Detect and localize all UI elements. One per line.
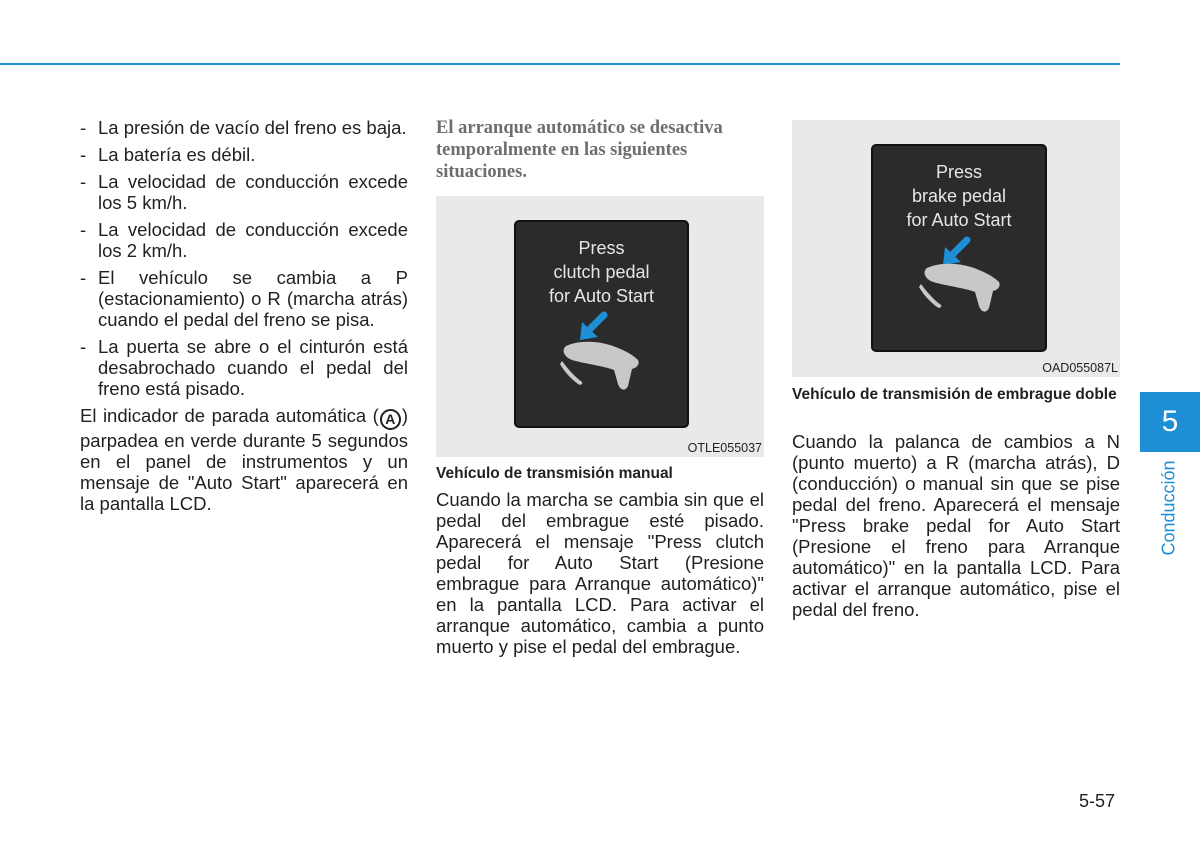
screen-line: Press <box>578 238 625 258</box>
column-2-heading-block <box>436 117 764 183</box>
list-item-text: La presión de vacío del freno es baja. <box>98 117 407 138</box>
pedal-icon <box>919 264 1000 312</box>
page-number: 5-57 <box>1079 791 1116 811</box>
arrow-icon <box>580 315 604 340</box>
chapter-title-text: Conducción <box>1158 460 1179 556</box>
figure-manual-transmission <box>436 196 764 457</box>
condition-list <box>80 117 408 399</box>
screen-line: for Auto Start <box>906 210 1012 230</box>
list-item: - La velocidad de conducción excede los 2 km/h. <box>80 219 408 261</box>
list-item-text: La puerta se abre o el cinturón está desabrochado cuando el pedal del freno está pisado. <box>98 336 408 399</box>
brake-pedal-icon <box>873 146 1045 350</box>
lcd-screen <box>514 220 689 428</box>
pedal-icon <box>560 342 639 390</box>
chapter-title <box>1154 458 1184 558</box>
list-item: - El vehículo se cambia a P (estacionamiento) o R (marcha atrás) cuando el pedal del freno se pisa. <box>80 267 408 330</box>
screen-line: Press <box>935 162 982 182</box>
figure-code: OAD055087L <box>1042 361 1118 375</box>
top-rule <box>0 63 1120 65</box>
indicator-paragraph <box>80 405 408 514</box>
arrow-icon <box>943 240 967 265</box>
list-item: - La puerta se abre o el cinturón está desabrochado cuando el pedal del freno está pisado. <box>80 336 408 399</box>
list-item-text: La velocidad de conducción excede los 2 km/h. <box>98 219 408 261</box>
list-item: - La batería es débil. <box>80 144 256 165</box>
body-paragraph: Cuando la palanca de cambios a N (punto muerto) a R (marcha atrás), D (conducción) o manual sin que se pise pedal del freno. Aparecerá el mensaje "Press brake pedal for Auto Start (Presione el freno para Arranque automático)" en la pantalla LCD. Para activar el arranque automático, pise el pedal del freno. <box>792 431 1120 620</box>
list-item-text: La batería es débil. <box>98 144 256 165</box>
indicator-text-after: ) parpadea en verde durante 5 segundos en el panel de instrumentos y un mensaje de "Auto Start" aparecerá en la pantalla LCD. <box>80 405 408 514</box>
list-item-text: La velocidad de conducción excede los 5 km/h. <box>98 171 408 213</box>
figure-caption: Vehículo de transmisión manual <box>436 465 673 482</box>
column-1 <box>80 117 408 514</box>
list-item: - La presión de vacío del freno es baja. <box>80 117 407 138</box>
clutch-pedal-icon <box>516 222 687 426</box>
figure-caption: Vehículo de transmisión de embrague doble <box>792 386 1117 403</box>
figure-code: OTLE055037 <box>687 441 762 455</box>
body-paragraph: Cuando la marcha se cambia sin que el pedal del embrague esté pisado. Aparecerá el mensaje "Press clutch pedal for Auto Start (Presione embrague para Arranque automático)" en la pantalla LCD. Para activar el arranque automático, cambia a punto muerto y pise el pedal del embrague. <box>436 489 764 657</box>
section-heading: El arranque automático se desactiva temporalmente en las siguientes situaciones. <box>436 118 723 182</box>
screen-line: brake pedal <box>911 186 1007 206</box>
auto-stop-indicator-icon: A <box>380 409 401 430</box>
lcd-screen <box>871 144 1047 352</box>
screen-line: clutch pedal <box>553 262 650 282</box>
figure-dual-clutch-transmission <box>792 120 1120 377</box>
list-item-text: El vehículo se cambia a P (estacionamiento) o R (marcha atrás) cuando el pedal del freno se pisa. <box>98 267 408 330</box>
screen-line: for Auto Start <box>548 286 655 306</box>
list-item: - La velocidad de conducción excede los 5 km/h. <box>80 171 408 213</box>
indicator-text-before: El indicador de parada automática ( <box>80 405 379 426</box>
chapter-number-tab: 5 <box>1140 392 1200 452</box>
